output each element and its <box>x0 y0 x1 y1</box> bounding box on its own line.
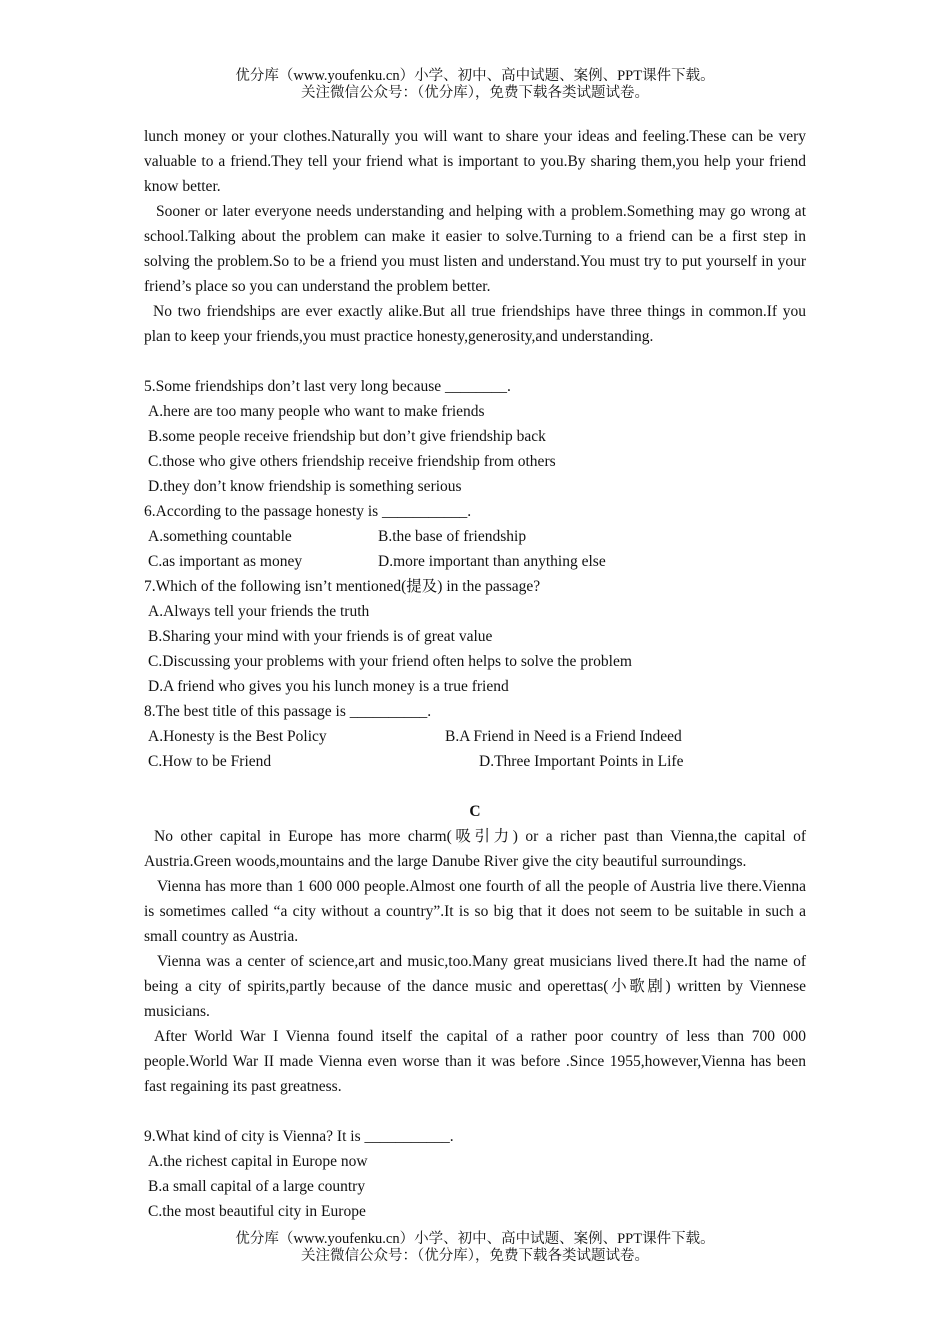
option-b: B.a small capital of a large country <box>148 1178 366 1195</box>
option-c: C.the most beautiful city in Europe <box>148 1203 366 1220</box>
option-d: D.A friend who gives you his lunch money is a true friend <box>148 678 509 695</box>
footer-line-1: 优分库（www.youfenku.cn）小学、初中、高中试题、案例、PPT课件下载。 <box>235 1231 715 1247</box>
option-a: A.the richest capital in Europe now <box>148 1153 368 1170</box>
question-stem: 6.According to the passage honesty is ___________. <box>144 503 472 520</box>
header-line-2: 关注微信公众号：（优分库），免费下载各类试题试卷。 <box>301 85 649 101</box>
option-a: A.Always tell your friends the truth <box>148 603 370 620</box>
option-b: B.the base of friendship <box>378 528 527 545</box>
passage-b-paragraph-1: lunch money or your clothes.Naturally you will want to share your ideas and feeling.These can be very valuable to a friend.They tell your friend what is important to you.By sharing them,you help your friend know better. <box>144 128 806 195</box>
passage-b-paragraph-3: No two friendships are ever exactly alike.But all true friendships have three things in common.If you plan to keep your friends,you must practice honesty,generosity,and understanding. <box>144 303 806 345</box>
option-b: B.A Friend in Need is a Friend Indeed <box>445 728 682 745</box>
option-c: C.How to be Friend <box>148 753 272 770</box>
page-header <box>0 68 950 102</box>
footer-line-2: 关注微信公众号：（优分库），免费下载各类试题试卷。 <box>301 1248 649 1264</box>
page-content <box>144 124 806 1224</box>
question-stem: 8.The best title of this passage is __________. <box>144 703 432 720</box>
passage-b-paragraph-2: Sooner or later everyone needs understanding and helping with a problem.Something may go wrong at school.Talking about the problem can make it easier to solve.Turning to a friend can be a first step in solving the problem.So to be a friend you must listen and understand.You must try to put yourself in your friend’s place so you can understand the problem better. <box>144 203 806 295</box>
option-d: D.Three Important Points in Life <box>479 753 684 770</box>
option-d: D.more important than anything else <box>378 553 606 570</box>
question-stem: 5.Some friendships don’t last very long because ________. <box>144 378 511 395</box>
option-a: A.Honesty is the Best Policy <box>148 728 327 745</box>
question-8 <box>144 699 806 774</box>
option-d: D.they don’t know friendship is something serious <box>148 478 462 495</box>
option-c: C.as important as money <box>148 553 303 570</box>
option-b: B.some people receive friendship but don’t give friendship back <box>148 428 546 445</box>
page-footer <box>0 1231 950 1265</box>
question-stem: 9.What kind of city is Vienna? It is ___________. <box>144 1128 454 1145</box>
passage-c-paragraph-1: No other capital in Europe has more charm(吸引力) or a richer past than Vienna,the capital of Austria.Green woods,mountains and the large Danube River give the city beautiful surroundings. <box>144 828 806 870</box>
header-line-1: 优分库（www.youfenku.cn）小学、初中、高中试题、案例、PPT课件下载。 <box>235 68 715 84</box>
question-5 <box>144 374 806 499</box>
question-9 <box>144 1124 806 1224</box>
section-heading-c: C <box>469 803 481 820</box>
question-stem: 7.Which of the following isn’t mentioned(提及) in the passage? <box>144 578 541 595</box>
question-6 <box>144 499 806 574</box>
option-b: B.Sharing your mind with your friends is of great value <box>148 628 493 645</box>
option-c: C.Discussing your problems with your friend often helps to solve the problem <box>148 653 632 670</box>
passage-c-paragraph-4: After World War I Vienna found itself the capital of a rather poor country of less than 700 000 people.World War II made Vienna even worse than it was before .Since 1955,however,Vienna has been fast regaining its past greatness. <box>144 1028 806 1095</box>
passage-c-paragraph-2: Vienna has more than 1 600 000 people.Almost one fourth of all the people of Austria live there.Vienna is sometimes called “a city without a country”.It is so big that it does not seem to be suitable in such a small country as Austria. <box>144 878 806 945</box>
option-c: C.those who give others friendship receive friendship from others <box>148 453 556 470</box>
passage-c-paragraph-3: Vienna was a center of science,art and music,too.Many great musicians lived there.It had the name of being a city of spirits,partly because of the dance music and operettas(小歌剧) written by Viennese musicians. <box>144 953 806 1020</box>
option-a: A.here are too many people who want to make friends <box>148 403 485 420</box>
option-a: A.something countable <box>148 528 292 545</box>
question-7 <box>144 574 806 699</box>
